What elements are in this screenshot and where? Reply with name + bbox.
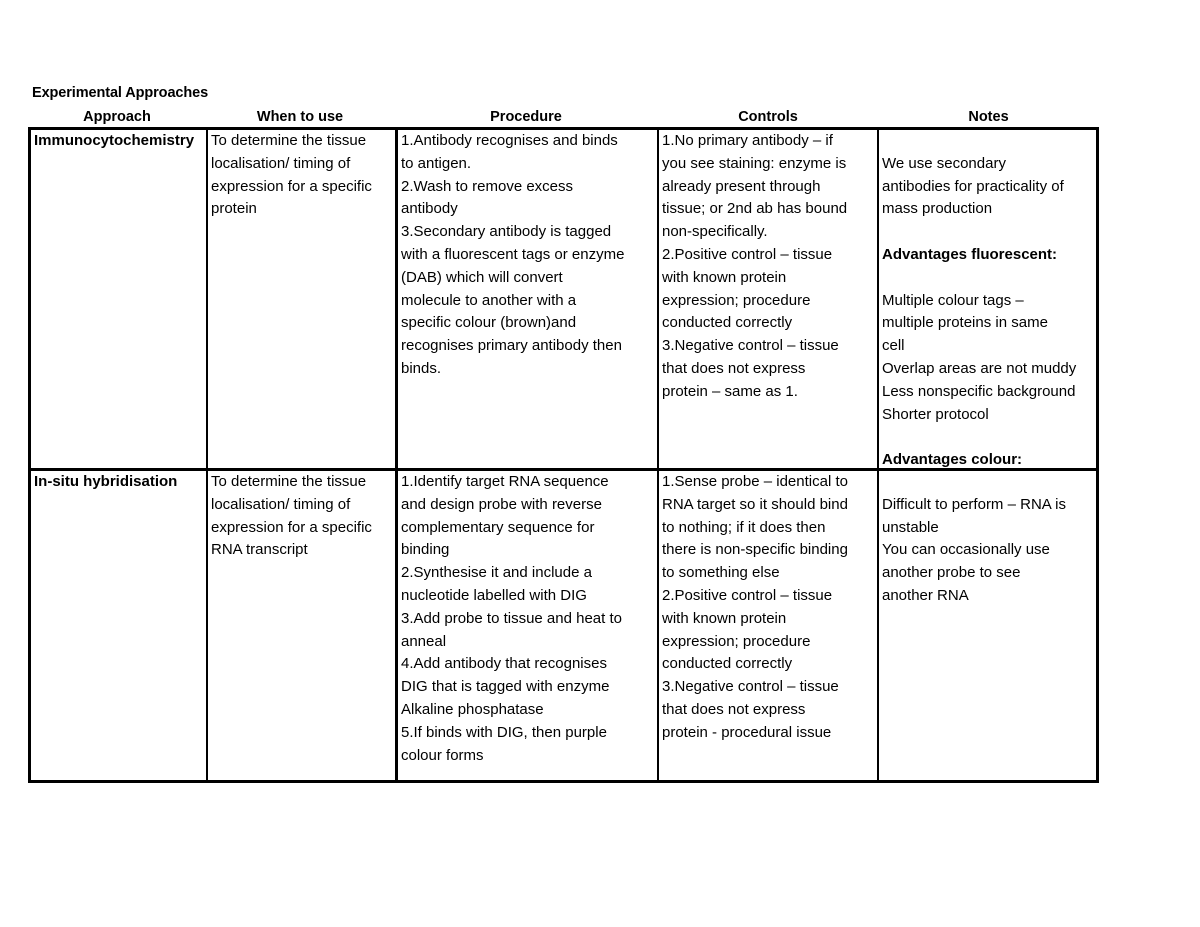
table-row (31, 130, 1096, 468)
notes-cell (877, 130, 1096, 468)
column-headers (28, 107, 1099, 127)
when-to-use-cell: To determine the tissue localisation/ timing of expression for a specific RNA transcript (206, 471, 395, 783)
sheet-title: Experimental Approaches (32, 85, 209, 101)
header-notes: Notes (968, 109, 1009, 125)
procedure-cell: 1.Identify target RNA sequence and design probe with reverse complementary sequence for binding 2.Synthesise it and include a nucleotide labelled with DIG 3.Add probe to tissue and heat to anneal 4.Add antibody that recognises DIG that is tagged with enzyme Alkaline phosphatase 5.If binds with DIG, then purple colour forms (395, 471, 657, 783)
when-to-use-cell: To determine the tissue localisation/ timing of expression for a specific protein (206, 130, 395, 468)
notes-text: Difficult to perform – RNA is unstable You can occasionally use another probe to see another RNA (882, 495, 1066, 604)
notes-text: Multiple colour tags – multiple proteins in same cell Overlap areas are not muddy Less nonspecific background Shorter protocol (882, 291, 1077, 423)
table-row (31, 471, 1096, 783)
approach-cell: Immunocytochemistry (34, 132, 195, 149)
notes-heading: Advantages colour: (882, 451, 1023, 468)
controls-cell: 1.No primary antibody – if you see staining: enzyme is already present through tissue; or 2nd ab has bound non-specifically. 2.Positive control – tissue with known protein expression; procedure conducted correctly 3.Negative control – tissue that does not express protein – same as 1. (657, 130, 877, 468)
header-approach: Approach (83, 109, 151, 125)
notes-heading: Advantages fluorescent: (882, 245, 1058, 263)
controls-cell: 1.Sense probe – identical to RNA target so it should bind to nothing; if it does then there is non-specific binding to something else 2.Positive control – tissue with known protein expression; procedure conducted correctly 3.Negative control – tissue that does not express protein - procedural issue (657, 471, 877, 783)
approach-cell: In-situ hybridisation (34, 473, 178, 490)
notes-text: We use secondary antibodies for practicality of mass production (882, 154, 1064, 218)
notes-cell (877, 471, 1096, 783)
approaches-table (28, 127, 1099, 783)
procedure-cell: 1.Antibody recognises and binds to antigen. 2.Wash to remove excess antibody 3.Secondary antibody is tagged with a fluorescent tags or enzyme (DAB) which will convert molecule to another with a specific colour (brown)and recognises primary antibody then binds. (395, 130, 657, 468)
header-when-to-use: When to use (256, 109, 344, 125)
header-controls: Controls (738, 109, 798, 125)
header-procedure: Procedure (490, 109, 562, 125)
